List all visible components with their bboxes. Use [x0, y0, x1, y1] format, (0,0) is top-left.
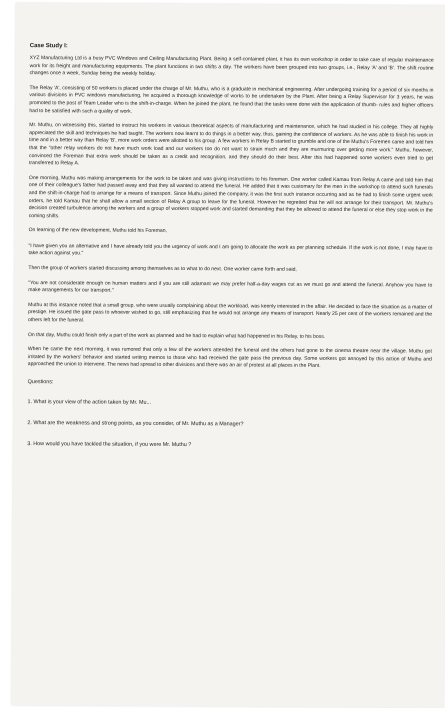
paragraph-gate-pass: Muthu at this instance noted that a small group, who were usually complaining about the workload, was keenly interested in the affair. He decided to face the situation as a matter of prestige. He issued the gate pass to whoever wished to go, still emphasizing that he would not arrange any means of transport. Nearly 25 per cent of the workers remained and the others left for the funeral. [28, 301, 433, 324]
questions-heading: Questions: [27, 379, 54, 386]
case-study-title: Case Study I: [29, 43, 68, 50]
document-page [12, 3, 445, 708]
paragraph-group-discussion: Then the group of workers started discussing among themselves as to what to do next. One worker came forth and said, [28, 265, 297, 273]
paragraph-new-development: On learning of the new development, Muthu told his Foreman, [28, 227, 167, 235]
paragraph-funeral-request: One morning, Muthu was making arrangements for the work to be taken and was giving instructions to his foreman. One worker called Kamau from Relay A came and told him that one of their colleague's father had passed away and that they all wanted to attend the funeral. He added that it was customary for the men in the workshop to attend such funerals and the shift-in-charge had to arrange for a means of transport. Since Muthu joined the company, it was the first such instance occurring and as he had to finish some urgent work orders, he told Kamau that he shall allow a small section of Relay A group to leave for the funeral. However he regretted that he will not arrange for their transport. Mr. Muthu's decision created turbulence among the workers and a group of workers stopped work and started demanding that they be allowed to attend the funeral or else they stop work in the coming shifts. [28, 174, 433, 219]
question-item: 1. What is your view of the action taken by Mr. Mu... [27, 399, 152, 406]
question-item: 3. How would you have tackled the situation, if you were Mr. Muthu ? [27, 441, 192, 449]
paragraph-rumor: When he came the next morning, it was rumored that only a few of the workers attended the funeral and the others had gone to the cinema theatre near the village. Muthu got irritated by the workers' behavior and started writing memos to those who had received the gate pass the previous day. Some workers got annoyed by this action of Muthu and approached the union to intervene. The news had spread to other divisions and there was an air of protest at all places in the Plant. [27, 346, 432, 370]
paragraph-relay-a: The Relay 'A', consisting of 50 workers is placed under the charge of Mr. Muthu, who is a graduate in mechanical engineering. After undergoing training for a period of six months in various divisions in PVC windows manufacturing, he acquired a thorough knowledge of works to be undertaken by the Plant. After being a Relay Supervisor for 3 years, he was promoted to the post of Team Leader who is the shift-in-charge. When he joined the plant, he found that the tasks were done with the application of thumb- rules and higher officers had to be satisfied with such a quality of work. [29, 84, 434, 115]
question-item: 2. What are the weakness and strong points, as you consider, of Mr. Muthu as a Manager? [27, 420, 244, 428]
paragraph-muthu-quote: "I have given you an alternative and I have already told you the urgency of work and I am going to allocate the work as per planning schedule. If the work is not done, I may have to take action against you." [28, 242, 433, 257]
paragraph-muthu-instruction: Mr. Muthu, on witnessing this, started to instruct his workers in various theoretical aspects of manufacturing and maintenance, which he had studied in his college. They all highly appreciated the skill and techniques he had taught. The workers now learnt to do things in a better way, thus, gaining the confidence of workers. As he was able to finish his work in time and in a better way than Relay 'B', more work orders were allotted to his group. A few workers in Relay B started to grumble and one of the Muthu's Foremen came and told him that the "other relay workers do not have much work load and our workers too do not want to strain much and they are murmuring over getting more work." Muthu, however, convinced the Foreman that extra work should be taken as a credit and recognition, and they should do their best. After this had happened some workers even tried to get transferred to Relay A. [29, 122, 434, 167]
paragraph-worker-quote: "You are not considerate enough on human matters and if you are still adamant we may prefer half-a-day wages cut as we must go and attend the funeral. Anyhow you have to make arrangements for our transport." [28, 279, 433, 294]
paragraph-intro: XYZ Manufacturing Ltd is a busy PVC Windows and Ceiling Manufacturing Plant. Being a self-contained plant, it has its own workshop in order to take care of regular maintenance work for its freight and manufacturing equipments. The plant functions in two shifts a day. The workers have been grouped into two groups, i.e., Relay 'A' and 'B'. The shift routine changes once a week, Sunday being the weekly holiday. [29, 55, 434, 78]
paragraph-explain-boss: On that day, Muthu could finish only a part of the work as planned and he had to explain what had happened in his Relay, to his boss. [27, 331, 326, 340]
